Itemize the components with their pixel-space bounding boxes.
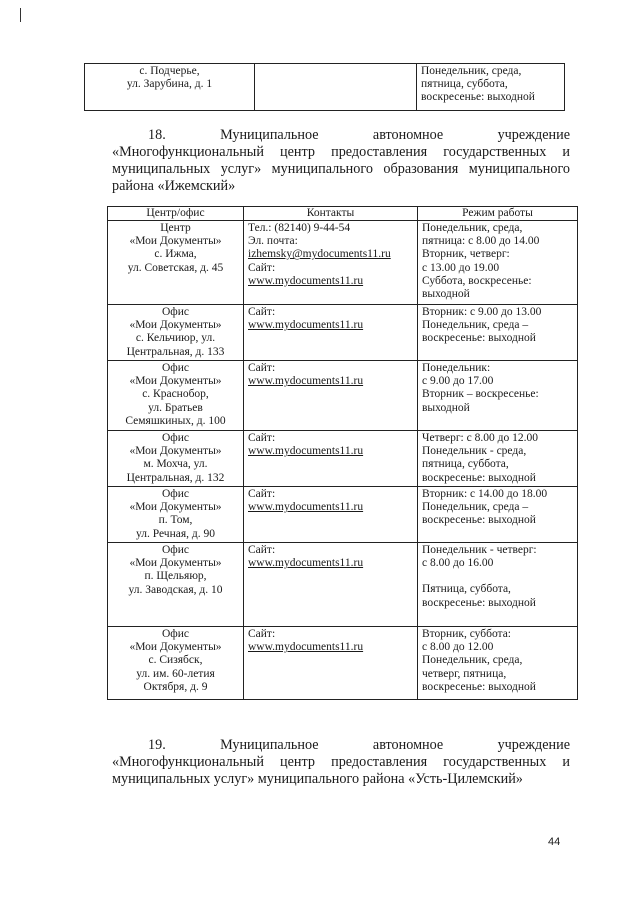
hours-cell: Четверг: с 8.00 до 12.00 Понедельник - среда, пятница, суббота, воскресенье: выходной xyxy=(418,431,578,487)
office-cell: Офис «Мои Документы» п. Том, ул. Речная, д. 90 xyxy=(108,487,244,543)
hours-cell: Вторник, суббота: с 8.00 до 12.00 Понедельник, среда, четверг, пятница, воскресенье: выходной xyxy=(418,627,578,700)
email-link[interactable]: izhemsky@mydocuments11.ru xyxy=(248,248,391,261)
contacts-cell: Сайт: www.mydocuments11.ru xyxy=(244,431,418,487)
section-number: 19. xyxy=(148,737,166,753)
hours-cell: Вторник: с 9.00 до 13.00 Понедельник, среда – воскресенье: выходной xyxy=(418,305,578,361)
website-link[interactable]: www.mydocuments11.ru xyxy=(248,319,364,332)
column-header: Центр/офис xyxy=(108,207,244,221)
table-row xyxy=(108,543,578,627)
contacts-cell: Сайт: www.mydocuments11.ru xyxy=(244,487,418,543)
hours-cell: Понедельник, среда, пятница, суббота, воскресенье: выходной xyxy=(417,64,565,111)
page-number: 44 xyxy=(548,836,561,848)
office-cell: Офис «Мои Документы» с. Краснобор, ул. Братьев Семяшкиных, д. 100 xyxy=(108,361,244,431)
website-link[interactable]: www.mydocuments11.ru xyxy=(248,557,364,570)
table-row xyxy=(108,487,578,543)
contacts-cell: Сайт: www.mydocuments11.ru xyxy=(244,627,418,700)
column-header: Контакты xyxy=(244,207,418,221)
hours-cell: Вторник: с 14.00 до 18.00 Понедельник, среда – воскресенье: выходной xyxy=(418,487,578,543)
website-link[interactable]: www.mydocuments11.ru xyxy=(248,501,364,514)
section-number: 18. xyxy=(148,127,166,143)
column-header: Режим работы xyxy=(418,207,578,221)
hours-cell: Понедельник - четверг: с 8.00 до 16.00 Пятница, суббота, воскресенье: выходной xyxy=(418,543,578,627)
hours-cell: Понедельник: с 9.00 до 17.00 Вторник – воскресенье: выходной xyxy=(418,361,578,431)
website-link[interactable]: www.mydocuments11.ru xyxy=(248,641,364,654)
contacts-cell: Тел.: (82140) 9-44-54 Эл. почта: izhemsky@mydocuments11.ru Сайт: www.mydocuments11.ru xyxy=(244,221,418,305)
office-cell: Офис «Мои Документы» п. Щельяюр, ул. Заводская, д. 10 xyxy=(108,543,244,627)
table-row xyxy=(108,361,578,431)
office-cell: с. Подчерье, ул. Зарубина, д. 1 xyxy=(85,64,255,111)
contacts-cell: Сайт: www.mydocuments11.ru xyxy=(244,305,418,361)
office-cell: Офис «Мои Документы» м. Мохча, ул. Центральная, д. 132 xyxy=(108,431,244,487)
office-cell: Офис «Мои Документы» с. Сизябск, ул. им. 60-летия Октября, д. 9 xyxy=(108,627,244,700)
section-19-heading: 19. Муниципальное автономное учреждение «Многофункциональный центр предоставления государственных и муниципальных услуг» муниципального района «Усть-Цилемский» xyxy=(112,737,570,787)
table-row xyxy=(108,431,578,487)
table-row xyxy=(108,627,578,700)
hours-cell: Понедельник, среда, пятница: с 8.00 до 14.00 Вторник, четверг: с 13.00 до 19.00 Суббота, воскресенье: выходной xyxy=(418,221,578,305)
website-link[interactable]: www.mydocuments11.ru xyxy=(248,375,364,388)
table-row xyxy=(85,64,565,111)
website-link[interactable]: www.mydocuments11.ru xyxy=(248,274,364,287)
page-edge-mark xyxy=(20,8,21,22)
section-18-heading: 18. Муниципальное автономное учреждение «Многофункциональный центр предоставления государственных и муниципальных услуг» муниципального образования муниципального района «Ижемский» xyxy=(112,127,570,194)
offices-table xyxy=(107,206,578,700)
table-header-row xyxy=(108,207,578,221)
office-cell: Центр «Мои Документы» с. Ижма, ул. Советская, д. 45 xyxy=(108,221,244,305)
contacts-cell: Сайт: www.mydocuments11.ru xyxy=(244,543,418,627)
contacts-cell: Сайт: www.mydocuments11.ru xyxy=(244,361,418,431)
top-continuation-table xyxy=(84,63,565,111)
office-cell: Офис «Мои Документы» с. Кельчиюр, ул. Центральная, д. 133 xyxy=(108,305,244,361)
table-row xyxy=(108,305,578,361)
contacts-cell xyxy=(255,64,417,111)
phone-text: Тел.: (82140) 9-44-54 xyxy=(248,222,351,234)
website-link[interactable]: www.mydocuments11.ru xyxy=(248,445,364,458)
table-row xyxy=(108,221,578,305)
